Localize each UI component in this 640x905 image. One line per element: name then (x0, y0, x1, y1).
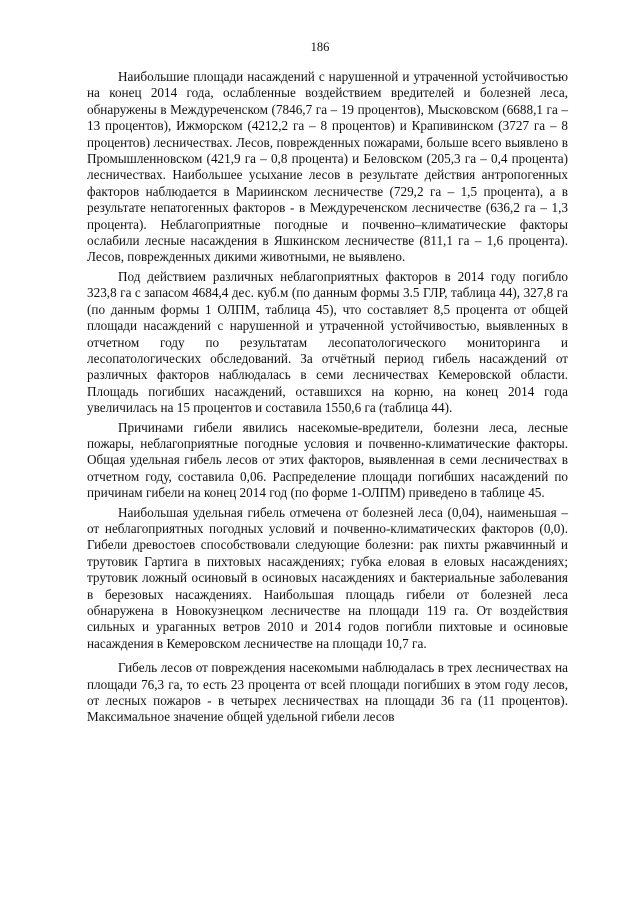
paragraph-disease-mortality: Наибольшая удельная гибель отмечена от болезней леса (0,04), наименьшая – от неблагоприятных погодных условий и почвенно-климатических факторов (0,0). Гибели древостоев способствовали следующие болезни: рак пихты ржавчинный и трутовик Гартига в пихтовых насаждениях; губка еловая в еловых насаждениях; трутовик ложный осиновый в осиновых насаждениях и бактериальные заболевания в березовых насаждениях. Наибольшая площадь гибели от болезней леса обнаружена в Новокузнецком лесничестве на площади 119 га. От воздействия сильных и ураганных ветров 2010 и 2014 годов погибли пихтовые и осиновые насаждения в Кемеровском лесничестве на площади 10,7 га. (87, 504, 568, 651)
paragraph-insect-fire-mortality: Гибель лесов от повреждения насекомыми наблюдалась в трех лесничествах на площади 76,3 га, то есть 23 процента от всей площади погибших в этом году лесов, от лесных пожаров - в четырех лесничествах на площади 36 га (11 процентов). Максимальное значение общей удельной гибели лесов (87, 660, 568, 725)
page-number: 186 (310, 40, 330, 54)
document-text-body (87, 69, 568, 729)
paragraph-forest-mortality: Под действием различных неблагоприятных факторов в 2014 году погибло 323,8 га с запасом 4684,4 дес. куб.м (по данным формы 3.5 ГЛР, таблица 44), 327,8 га (по данным формы 1 ОЛПМ, таблица 45), что составляет 8,5 процента от общей площади насаждений с нарушенной и утраченной устойчивостью, выявленных в отчетном году по результатам лесопатологического мониторинга и лесопатологических обследований. За отчётный период гибель насаждений от различных факторов наблюдалась в семи лесничествах Кемеровской области. Площадь погибших насаждений, оставшихся на корню, на конец 2014 года увеличилась на 15 процентов и составила 1550,6 га (таблица 44). (87, 268, 568, 416)
paragraph-causes-of-mortality: Причинами гибели явились насекомые-вредители, болезни леса, лесные пожары, неблагоприятные погодные условия и почвенно-климатические факторы. Общая удельная гибель лесов от этих факторов, выявленная в семи лесничествах в отчетном году, составила 0,06. Распределение площади погибших насаждений по причинам гибели на конец 2014 год (по форме 1-ОЛПМ) приведено в таблице 45. (87, 419, 568, 501)
paragraph-damaged-forests: Наибольшие площади насаждений с нарушенной и утраченной устойчивостью на конец 2014 года, ослабленные воздействием вредителей и болезней леса, обнаружены в Междуреченском (7846,7 га – 19 процентов), Мысковском (6688,1 га – 13 процентов), Ижморском (4212,2 га – 8 процентов) и Крапивинском (3727 га – 8 процентов) лесничествах. Лесов, поврежденных пожарами, больше всего выявлено в Промышленновском (421,9 га – 0,8 процента) и Беловском (205,3 га – 0,4 процента) лесничествах. Наибольшее усыхание лесов в результате действия антропогенных факторов наблюдается в Мариинском лесничестве (729,2 га – 1,5 процента), а в результате непатогенных факторов - в Междуреченском лесничестве (636,2 га – 1,3 процента). Неблагоприятные погодные и почвенно–климатические факторы ослабили лесные насаждения в Яшкинском лесничестве (811,1 га – 1,6 процента). Лесов, поврежденных дикими животными, не выявлено. (87, 69, 568, 265)
